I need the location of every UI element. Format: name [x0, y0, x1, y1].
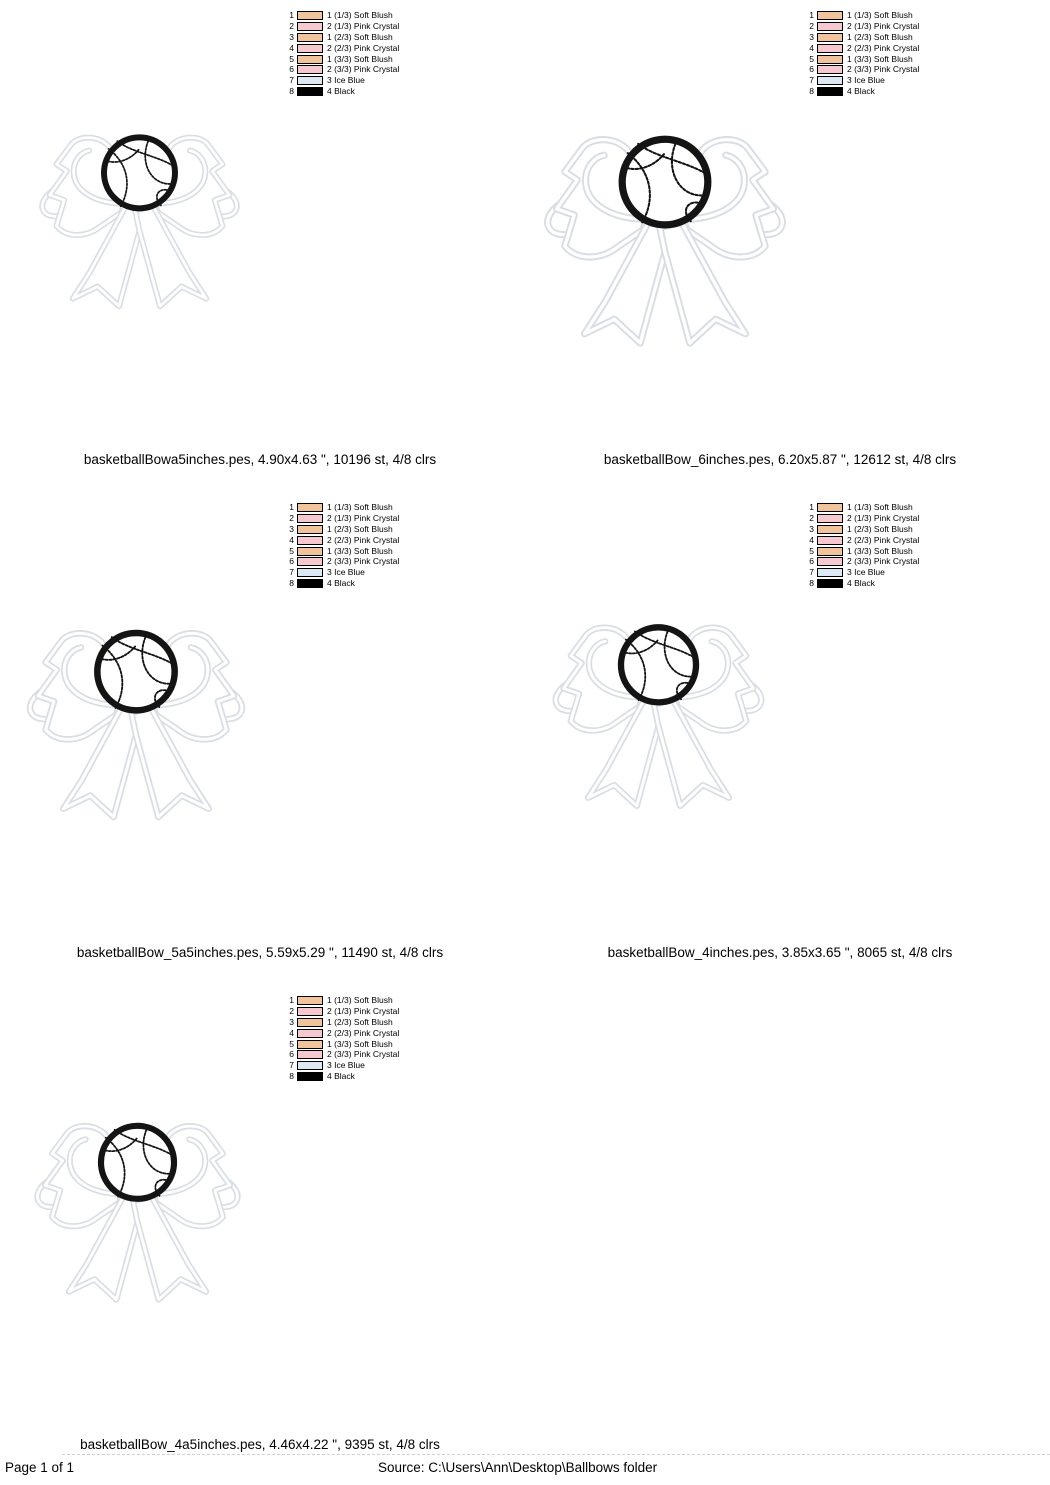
legend-row — [805, 10, 965, 21]
legend-thread-number: 6 — [289, 556, 294, 567]
legend-thread-number: 3 — [809, 31, 814, 42]
source-path: Source: C:\Users\Ann\Desktop\Ballbows folder — [378, 1460, 658, 1475]
legend-thread-label: 2 (3/3) Pink Crystal — [847, 556, 920, 567]
color-legend — [285, 502, 445, 589]
legend-thread-number: 6 — [809, 556, 814, 567]
legend-color-swatch — [817, 87, 843, 96]
legend-thread-number: 5 — [289, 53, 294, 64]
legend-thread-number: 2 — [289, 20, 294, 31]
legend-thread-label: 1 (2/3) Soft Blush — [847, 523, 913, 534]
legend-row — [285, 502, 445, 513]
legend-color-swatch — [817, 579, 843, 588]
design-caption: basketballBow_5a5inches.pes, 5.59x5.29 ", 11490 st, 4/8 clrs — [76, 945, 444, 960]
legend-thread-number: 4 — [289, 1027, 294, 1038]
legend-color-swatch — [297, 557, 323, 566]
design-caption: basketballBow_6inches.pes, 6.20x5.87 ", 12612 st, 4/8 clrs — [603, 452, 957, 467]
legend-thread-label: 1 (1/3) Soft Blush — [327, 10, 393, 20]
legend-thread-number: 2 — [289, 512, 294, 523]
legend-thread-number: 4 — [809, 534, 814, 545]
legend-thread-number: 6 — [809, 64, 814, 75]
legend-color-swatch — [297, 996, 323, 1005]
legend-color-swatch — [817, 557, 843, 566]
legend-row — [285, 1039, 445, 1050]
legend-row — [805, 64, 965, 75]
design-caption: basketballBow_4a5inches.pes, 4.46x4.22 ", 9395 st, 4/8 clrs — [80, 1437, 440, 1452]
legend-row — [805, 546, 965, 557]
design-preview-basketball-bow — [36, 118, 243, 332]
legend-color-swatch — [817, 536, 843, 545]
legend-color-swatch — [297, 55, 323, 64]
legend-thread-label: 3 Ice Blue — [327, 1060, 365, 1071]
legend-row — [285, 524, 445, 535]
legend-thread-number: 5 — [809, 53, 814, 64]
legend-thread-label: 1 (1/3) Soft Blush — [327, 502, 393, 512]
legend-color-swatch — [297, 11, 323, 20]
legend-row — [805, 513, 965, 524]
legend-color-swatch — [297, 1050, 323, 1059]
legend-color-swatch — [297, 76, 323, 85]
legend-color-swatch — [817, 44, 843, 53]
legend-thread-number: 2 — [289, 1005, 294, 1016]
legend-row — [805, 43, 965, 54]
legend-row — [285, 32, 445, 43]
legend-color-swatch — [817, 514, 843, 523]
legend-thread-number: 2 — [809, 20, 814, 31]
legend-thread-number: 7 — [289, 1060, 294, 1071]
legend-row — [285, 10, 445, 21]
design-caption: basketballBowa5inches.pes, 4.90x4.63 ", 10196 st, 4/8 clrs — [83, 452, 437, 467]
legend-row — [805, 524, 965, 535]
legend-row — [285, 567, 445, 578]
legend-thread-label: 2 (3/3) Pink Crystal — [327, 1049, 400, 1060]
legend-color-swatch — [297, 503, 323, 512]
legend-row — [285, 21, 445, 32]
color-legend — [805, 10, 965, 97]
legend-thread-number: 1 — [289, 502, 294, 512]
legend-thread-label: 4 Black — [327, 578, 355, 589]
legend-thread-label: 2 (2/3) Pink Crystal — [847, 42, 920, 53]
legend-thread-number: 7 — [289, 567, 294, 578]
legend-color-swatch — [817, 65, 843, 74]
legend-color-swatch — [817, 547, 843, 556]
design-preview-basketball-bow — [540, 116, 790, 374]
legend-thread-label: 2 (3/3) Pink Crystal — [847, 64, 920, 75]
legend-row — [285, 1071, 445, 1082]
legend-row — [285, 86, 445, 97]
legend-thread-number: 5 — [809, 545, 814, 556]
legend-thread-label: 3 Ice Blue — [327, 75, 365, 86]
legend-color-swatch — [297, 514, 323, 523]
legend-thread-label: 2 (2/3) Pink Crystal — [847, 534, 920, 545]
legend-color-swatch — [817, 55, 843, 64]
legend-thread-number: 8 — [289, 578, 294, 589]
legend-color-swatch — [297, 44, 323, 53]
legend-thread-number: 1 — [289, 995, 294, 1005]
legend-thread-label: 1 (2/3) Soft Blush — [327, 31, 393, 42]
legend-thread-number: 8 — [809, 578, 814, 589]
legend-thread-number: 5 — [289, 545, 294, 556]
color-legend — [285, 10, 445, 97]
legend-thread-number: 2 — [809, 512, 814, 523]
legend-row — [285, 1060, 445, 1071]
color-legend — [805, 502, 965, 589]
legend-color-swatch — [297, 1040, 323, 1049]
legend-row — [285, 578, 445, 589]
legend-row — [285, 1006, 445, 1017]
legend-color-swatch — [817, 568, 843, 577]
legend-row — [805, 578, 965, 589]
legend-row — [285, 75, 445, 86]
legend-row — [285, 995, 445, 1006]
legend-thread-number: 1 — [809, 10, 814, 20]
legend-row — [285, 54, 445, 65]
legend-thread-number: 6 — [289, 1049, 294, 1060]
legend-thread-label: 1 (3/3) Soft Blush — [847, 53, 913, 64]
legend-thread-label: 4 Black — [847, 86, 875, 97]
legend-row — [285, 64, 445, 75]
legend-color-swatch — [297, 536, 323, 545]
legend-thread-label: 1 (3/3) Soft Blush — [847, 545, 913, 556]
legend-row — [805, 75, 965, 86]
legend-thread-label: 3 Ice Blue — [327, 567, 365, 578]
legend-row — [805, 502, 965, 513]
legend-color-swatch — [297, 65, 323, 74]
legend-thread-number: 3 — [809, 523, 814, 534]
legend-thread-label: 2 (3/3) Pink Crystal — [327, 64, 400, 75]
legend-thread-label: 2 (1/3) Pink Crystal — [327, 20, 400, 31]
page-number: Page 1 of 1 — [5, 1460, 75, 1475]
legend-thread-label: 1 (2/3) Soft Blush — [327, 523, 393, 534]
legend-thread-number: 4 — [289, 42, 294, 53]
legend-color-swatch — [297, 547, 323, 556]
legend-thread-label: 1 (2/3) Soft Blush — [847, 31, 913, 42]
legend-thread-label: 1 (3/3) Soft Blush — [327, 545, 393, 556]
legend-row — [805, 32, 965, 43]
footer-separator — [62, 1454, 1050, 1455]
legend-color-swatch — [297, 22, 323, 31]
legend-thread-label: 2 (2/3) Pink Crystal — [327, 534, 400, 545]
legend-row — [805, 567, 965, 578]
design-preview-basketball-bow — [31, 1106, 244, 1326]
legend-color-swatch — [297, 33, 323, 42]
legend-thread-label: 2 (1/3) Pink Crystal — [847, 512, 920, 523]
legend-thread-label: 1 (1/3) Soft Blush — [327, 995, 393, 1005]
legend-thread-label: 1 (1/3) Soft Blush — [847, 10, 913, 20]
legend-thread-number: 8 — [289, 1071, 294, 1082]
legend-thread-label: 2 (1/3) Pink Crystal — [327, 512, 400, 523]
design-preview-basketball-bow — [23, 612, 249, 845]
legend-thread-label: 3 Ice Blue — [847, 75, 885, 86]
legend-color-swatch — [297, 1029, 323, 1038]
legend-color-swatch — [817, 11, 843, 20]
design-caption: basketballBow_4inches.pes, 3.85x3.65 ", 8065 st, 4/8 clrs — [607, 945, 953, 960]
legend-color-swatch — [297, 87, 323, 96]
legend-color-swatch — [817, 33, 843, 42]
legend-row — [285, 1028, 445, 1039]
legend-row — [285, 546, 445, 557]
legend-row — [805, 86, 965, 97]
legend-thread-number: 3 — [289, 523, 294, 534]
legend-thread-label: 1 (3/3) Soft Blush — [327, 1038, 393, 1049]
legend-color-swatch — [297, 1072, 323, 1081]
legend-thread-number: 7 — [289, 75, 294, 86]
legend-color-swatch — [817, 22, 843, 31]
legend-thread-number: 3 — [289, 31, 294, 42]
legend-thread-label: 2 (3/3) Pink Crystal — [327, 556, 400, 567]
legend-color-swatch — [297, 1061, 323, 1070]
legend-thread-number: 8 — [809, 86, 814, 97]
legend-thread-label: 4 Black — [327, 1071, 355, 1082]
legend-row — [805, 21, 965, 32]
legend-thread-number: 3 — [289, 1016, 294, 1027]
legend-thread-label: 2 (2/3) Pink Crystal — [327, 42, 400, 53]
legend-thread-number: 5 — [289, 1038, 294, 1049]
legend-thread-label: 4 Black — [327, 86, 355, 97]
legend-color-swatch — [297, 568, 323, 577]
legend-thread-number: 6 — [289, 64, 294, 75]
legend-thread-number: 1 — [289, 10, 294, 20]
legend-thread-label: 1 (1/3) Soft Blush — [847, 502, 913, 512]
legend-thread-number: 4 — [809, 42, 814, 53]
legend-row — [285, 556, 445, 567]
legend-thread-number: 7 — [809, 75, 814, 86]
legend-thread-label: 2 (1/3) Pink Crystal — [847, 20, 920, 31]
legend-row — [805, 535, 965, 546]
legend-thread-label: 4 Black — [847, 578, 875, 589]
legend-thread-label: 3 Ice Blue — [847, 567, 885, 578]
legend-thread-label: 2 (1/3) Pink Crystal — [327, 1005, 400, 1016]
legend-row — [285, 535, 445, 546]
legend-row — [285, 43, 445, 54]
color-legend — [285, 995, 445, 1082]
legend-color-swatch — [297, 525, 323, 534]
legend-row — [285, 513, 445, 524]
legend-color-swatch — [817, 503, 843, 512]
legend-color-swatch — [297, 1018, 323, 1027]
legend-row — [285, 1049, 445, 1060]
design-preview-basketball-bow — [549, 607, 768, 833]
legend-color-swatch — [297, 579, 323, 588]
legend-thread-number: 8 — [289, 86, 294, 97]
legend-color-swatch — [817, 525, 843, 534]
legend-thread-label: 1 (3/3) Soft Blush — [327, 53, 393, 64]
legend-row — [285, 1017, 445, 1028]
legend-thread-label: 2 (2/3) Pink Crystal — [327, 1027, 400, 1038]
legend-thread-label: 1 (2/3) Soft Blush — [327, 1016, 393, 1027]
legend-row — [805, 54, 965, 65]
legend-row — [805, 556, 965, 567]
legend-thread-number: 4 — [289, 534, 294, 545]
legend-thread-number: 1 — [809, 502, 814, 512]
legend-thread-number: 7 — [809, 567, 814, 578]
legend-color-swatch — [297, 1007, 323, 1016]
legend-color-swatch — [817, 76, 843, 85]
